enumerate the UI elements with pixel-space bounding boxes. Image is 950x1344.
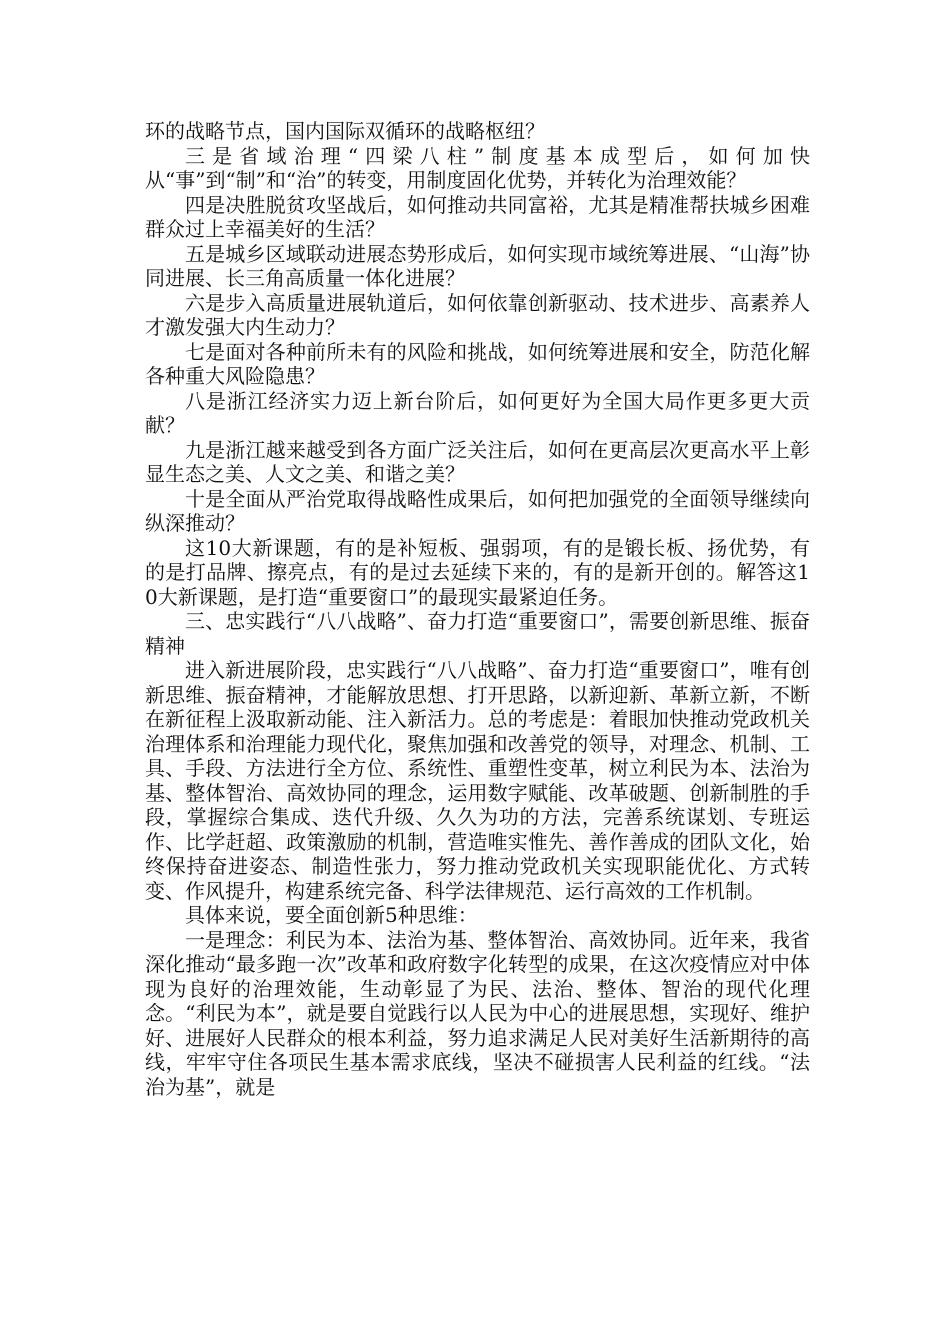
paragraph-item-five: 五是城乡区域联动进展态势形成后，如何实现市域统筹进展、“山海”协同进展、长三角高质量一体化进展？ (145, 241, 810, 290)
paragraph-item-three: 三是省域治理“四梁八柱”制度基本成型后，如何加快从“事”到“制”和“治”的转变，用制度固化优势，并转化为治理效能？ (145, 143, 810, 192)
paragraph-item-eight: 八是浙江经济实力迈上新台阶后，如何更好为全国大局作更多更大贡献？ (145, 388, 810, 437)
paragraph-item-six: 六是步入高质量进展轨道后，如何依靠创新驱动、技术进步、高素养人才激发强大内生动力？ (145, 290, 810, 339)
paragraph-item-ten: 十是全面从严治党取得战略性成果后，如何把加强党的全面领导继续向纵深推动？ (145, 486, 810, 535)
section-heading: 三、忠实践行“八八战略”、奋力打造“重要窗口”，需要创新思维、振奋精神 (145, 609, 810, 658)
paragraph-summary: 这10大新课题，有的是补短板、强弱项，有的是锻长板、扬优势，有的是打品牌、擦亮点，有的是过去延续下来的，有的是新开创的。解答这10大新课题，是打造“重要窗口”的最现实最紧迫任务。 (145, 535, 810, 609)
paragraph-body: 进入新进展阶段，忠实践行“八八战略”、奋力打造“重要窗口”，唯有创新思维、振奋精神，才能解放思想、打开思路，以新迎新、革新立新，不断在新征程上汲取新动能、注入新活力。总的考虑是：着眼加快推动党政机关治理体系和治理能力现代化，聚焦加强和改善党的领导，对理念、机制、工具、手段、方法进行全方位、系统性、重塑性变革，树立利民为本、法治为基、整体智治、高效协同的理念，运用数字赋能、改革破题、创新制胜的手段，掌握综合集成、迭代升级、久久为功的方法，完善系统谋划、专班运作、比学赶超、政策激励的机制，营造唯实惟先、善作善成的团队文化，始终保持奋进姿态、制造性张力，努力推动党政机关实现职能优化、方式转变、作风提升，构建系统完备、科学法律规范、运行高效的工作机制。 (145, 658, 810, 903)
paragraph-continuation: 环的战略节点，国内国际双循环的战略枢纽？ (145, 119, 545, 143)
paragraph-intro: 具体来说，要全面创新5种思维： (185, 903, 478, 927)
paragraph-item-four: 四是决胜脱贫攻坚战后，如何推动共同富裕，尤其是精准帮扶城乡困难群众过上幸福美好的生活？ (145, 192, 810, 241)
paragraph-item-seven: 七是面对各种前所未有的风险和挑战，如何统筹进展和安全，防范化解各种重大风险隐患？ (145, 339, 810, 388)
paragraph-point-one: 一是理念：利民为本、法治为基、整体智治、高效协同。近年来，我省深化推动“最多跑一次”改革和政府数字化转型的成果，在这次疫情应对中体现为良好的治理效能，生动彰显了为民、法治、整体、智治的现代化理念。“利民为本”，就是要自觉践行以人民为中心的进展思想，实现好、维护好、进展好人民群众的根本利益，努力追求满足人民对美好生活新期待的高线，牢牢守住各项民生基本需求底线，坚决不碰损害人民利益的红线。“法治为基”，就是 (145, 927, 810, 1099)
paragraph-item-nine: 九是浙江越来越受到各方面广泛关注后，如何在更高层次更高水平上彰显生态之美、人文之美、和谐之美？ (145, 437, 810, 486)
document-page (145, 119, 810, 1099)
